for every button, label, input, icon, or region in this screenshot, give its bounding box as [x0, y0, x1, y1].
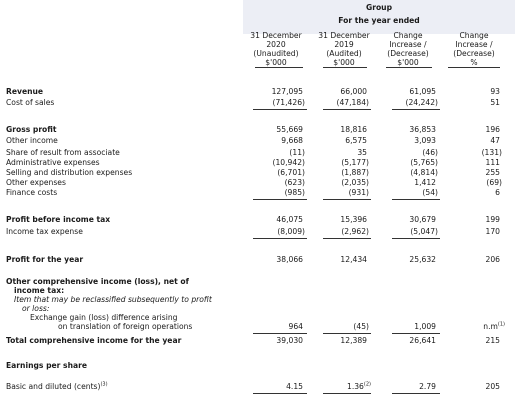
- fx-pct: [443, 322, 505, 332]
- selling-2020: (6,701): [277, 168, 305, 177]
- col4-line2: Increase /: [455, 40, 493, 49]
- gp-change: 36,853: [409, 125, 436, 134]
- selling-2019: (1,887): [341, 168, 369, 177]
- selling-pct: 255: [485, 168, 500, 177]
- col4-line3: (Decrease): [453, 49, 495, 58]
- col1-line3: (Unaudited): [253, 49, 299, 58]
- label-tax: Income tax expense: [6, 227, 83, 236]
- oi-2019: 6,575: [345, 136, 367, 145]
- gp-2020: 55,669: [276, 125, 303, 134]
- label-profit: Profit for the year: [6, 255, 84, 264]
- profit-pct: 206: [485, 255, 500, 264]
- pbt-2019: 15,396: [340, 215, 367, 224]
- col3-unit: $'000: [397, 58, 419, 67]
- admin-2019: (5,177): [341, 158, 369, 167]
- rule-tax-3: [392, 238, 440, 239]
- header-group: Group: [365, 3, 393, 12]
- rule-eps-1: [253, 393, 307, 394]
- gp-pct: 196: [485, 125, 500, 134]
- eps-2019-value: 1.36: [346, 382, 364, 391]
- fin-2020: (985): [284, 188, 305, 197]
- eps-heading: Earnings per share: [6, 361, 87, 370]
- rule-cos-1: [253, 109, 307, 110]
- rule-cos-3: [392, 109, 440, 110]
- label-eps: [6, 382, 108, 392]
- eps-label-text: Basic and diluted (cents): [6, 382, 101, 391]
- revenue-2020: 127,095: [271, 87, 303, 96]
- label-admin: Administrative expenses: [6, 158, 100, 167]
- label-other-income: Other income: [6, 136, 58, 145]
- assoc-pct: (131): [481, 148, 502, 157]
- assoc-change: (46): [422, 148, 438, 157]
- header-rule-2: [323, 67, 367, 68]
- fin-pct: 6: [495, 188, 500, 197]
- col2-line3: (Audited): [326, 49, 362, 58]
- profit-2020: 38,066: [276, 255, 303, 264]
- oi-change: 3,093: [414, 136, 436, 145]
- selling-change: (4,814): [410, 168, 438, 177]
- cos-2019: (47,184): [336, 98, 369, 107]
- col3-line2: Increase /: [389, 40, 427, 49]
- col1-unit: $'000: [265, 58, 287, 67]
- rule-fx-1: [253, 333, 307, 334]
- fx-label-1: Exchange gain (loss) difference arising: [30, 313, 178, 322]
- label-pbt: Profit before income tax: [6, 215, 111, 224]
- oi-2020: 9,668: [281, 136, 303, 145]
- pbt-pct: 199: [485, 215, 500, 224]
- tax-2020: (8,009): [277, 227, 305, 236]
- tci-2020: 39,030: [276, 336, 303, 345]
- cos-change: (24,242): [405, 98, 438, 107]
- revenue-pct: 93: [490, 87, 500, 96]
- oe-2020: (623): [284, 178, 305, 187]
- header-rule-3: [386, 67, 432, 68]
- col4-unit: %: [470, 58, 478, 67]
- label-gross-profit: Gross profit: [6, 125, 57, 134]
- oci-heading-1: Other comprehensive income (loss), net of: [6, 277, 189, 286]
- rule-tax-1: [253, 238, 307, 239]
- cos-2020: (71,426): [272, 98, 305, 107]
- fx-change: 1,009: [414, 322, 436, 331]
- eps-change: 2.79: [419, 382, 436, 391]
- rule-fin-1: [253, 199, 307, 200]
- rule-fx-2: [323, 333, 371, 334]
- header-rule-4: [448, 67, 500, 68]
- tci-change: 26,641: [409, 336, 436, 345]
- col3-line3: (Decrease): [387, 49, 429, 58]
- oe-change: 1,412: [414, 178, 436, 187]
- gp-2019: 18,816: [340, 125, 367, 134]
- rule-cos-2: [323, 109, 371, 110]
- label-finance-costs: Finance costs: [6, 188, 58, 197]
- pbt-2020: 46,075: [276, 215, 303, 224]
- assoc-2020: (11): [289, 148, 305, 157]
- profit-change: 25,632: [409, 255, 436, 264]
- fx-label-2: on translation of foreign operations: [58, 322, 193, 331]
- tci-2019: 12,389: [340, 336, 367, 345]
- admin-change: (5,765): [410, 158, 438, 167]
- label-cost-of-sales: Cost of sales: [6, 98, 55, 107]
- revenue-2019: 66,000: [340, 87, 367, 96]
- fx-pct-value: n.m: [483, 322, 498, 331]
- oe-2019: (2,035): [341, 178, 369, 187]
- col4-line1: Change: [459, 31, 489, 40]
- header-rule-1: [255, 67, 303, 68]
- tci-pct: 215: [485, 336, 500, 345]
- rule-fin-2: [323, 199, 371, 200]
- tax-pct: 170: [485, 227, 500, 236]
- admin-2020: (10,942): [272, 158, 305, 167]
- header-period: For the year ended: [338, 16, 420, 25]
- label-other-expenses: Other expenses: [6, 178, 66, 187]
- oe-pct: (69): [486, 178, 502, 187]
- col3-line1: Change: [393, 31, 423, 40]
- label-revenue: Revenue: [6, 87, 44, 96]
- profit-2019: 12,434: [340, 255, 367, 264]
- rule-eps-3: [392, 393, 440, 394]
- label-associate: Share of result from associate: [6, 148, 120, 157]
- pbt-change: 30,679: [409, 215, 436, 224]
- rule-tax-2: [323, 238, 371, 239]
- oi-pct: 47: [490, 136, 500, 145]
- tax-change: (5,047): [410, 227, 438, 236]
- col1-line1: 31 December: [250, 31, 302, 40]
- oci-heading-2: income tax:: [14, 286, 65, 295]
- eps-pct: 205: [485, 382, 500, 391]
- cos-pct: 51: [490, 98, 500, 107]
- fx-pct-footnote: (1): [497, 321, 505, 328]
- oci-note-2: or loss:: [22, 304, 50, 313]
- label-tci: Total comprehensive income for the year: [6, 336, 182, 345]
- fx-2019: (45): [353, 322, 369, 331]
- rule-fin-3: [392, 199, 440, 200]
- revenue-change: 61,095: [409, 87, 436, 96]
- label-selling: Selling and distribution expenses: [6, 168, 133, 177]
- admin-pct: 111: [485, 158, 500, 167]
- fin-2019: (931): [348, 188, 369, 197]
- fx-2020: 964: [288, 322, 303, 331]
- col2-unit: $'000: [333, 58, 355, 67]
- eps-2020: 4.15: [286, 382, 303, 391]
- assoc-2019: 35: [357, 148, 367, 157]
- eps-label-footnote: (3): [100, 381, 108, 388]
- col2-line1: 31 December: [318, 31, 370, 40]
- oci-note-1: Item that may be reclassified subsequently to profit: [14, 295, 212, 304]
- eps-2019-footnote: (2): [363, 381, 371, 388]
- tax-2019: (2,962): [341, 227, 369, 236]
- rule-eps-2: [323, 393, 371, 394]
- col1-line2: 2020: [266, 40, 286, 49]
- col2-line2: 2019: [334, 40, 354, 49]
- rule-fx-3: [392, 333, 440, 334]
- fin-change: (54): [422, 188, 438, 197]
- eps-2019: [311, 382, 371, 392]
